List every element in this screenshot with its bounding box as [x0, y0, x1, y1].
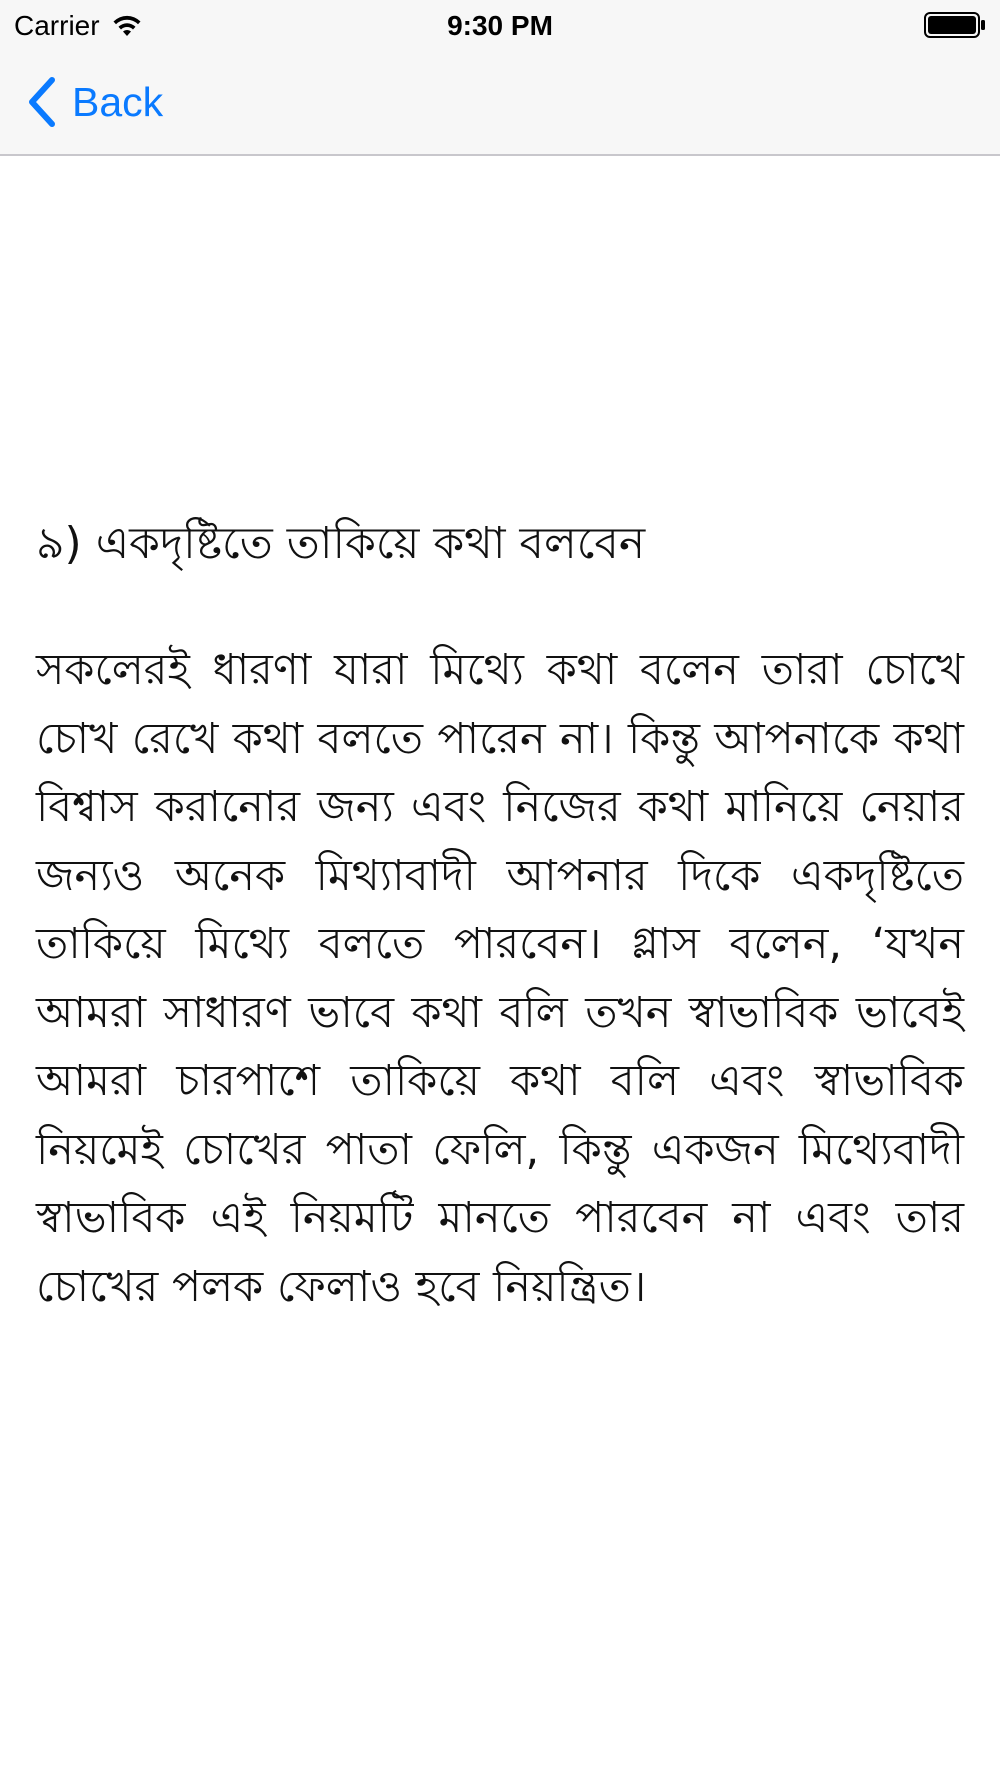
back-label: Back [72, 78, 164, 125]
battery-icon [924, 12, 986, 38]
chevron-left-icon [26, 76, 58, 128]
article-body: সকলেরই ধারণা যারা মিথ্যে কথা বলেন তারা চোখে চোখ রেখে কথা বলতে পারেন না। কিন্তু আপনাকে কথা বিশ্বাস করানোর জন্য এবং নিজের কথা মানিয়ে নেয়ার জন্যও অনেক মিথ্যাবাদী আপনার দিকে একদৃষ্টিতে তাকিয়ে মিথ্যে বলতে পারবেন। গ্লাস বলেন, ‘যখন আমরা সাধারণ ভাবে কথা বলি তখন স্বাভাবিক ভাবেই আমরা চারপাশে তাকিয়ে কথা বলি এবং স্বাভাবিক নিয়মেই চোখের পাতা ফেলি, কিন্তু একজন মিথ্যেবাদী স্বাভাবিক এই নিয়মটি মানতে পারবেন না এবং তার চোখের পলক ফেলাও হবে নিয়ন্ত্রিত। [36, 645, 964, 1312]
back-button[interactable] [26, 72, 163, 132]
carrier-label: Carrier [14, 10, 100, 41]
article-heading: ৯) একদৃষ্টিতে তাকিয়ে কথা বলবেন [36, 518, 646, 569]
navigation-bar [0, 52, 1000, 156]
status-bar [0, 0, 1000, 52]
status-time: 9:30 PM [447, 10, 553, 41]
article-content [36, 510, 964, 1321]
